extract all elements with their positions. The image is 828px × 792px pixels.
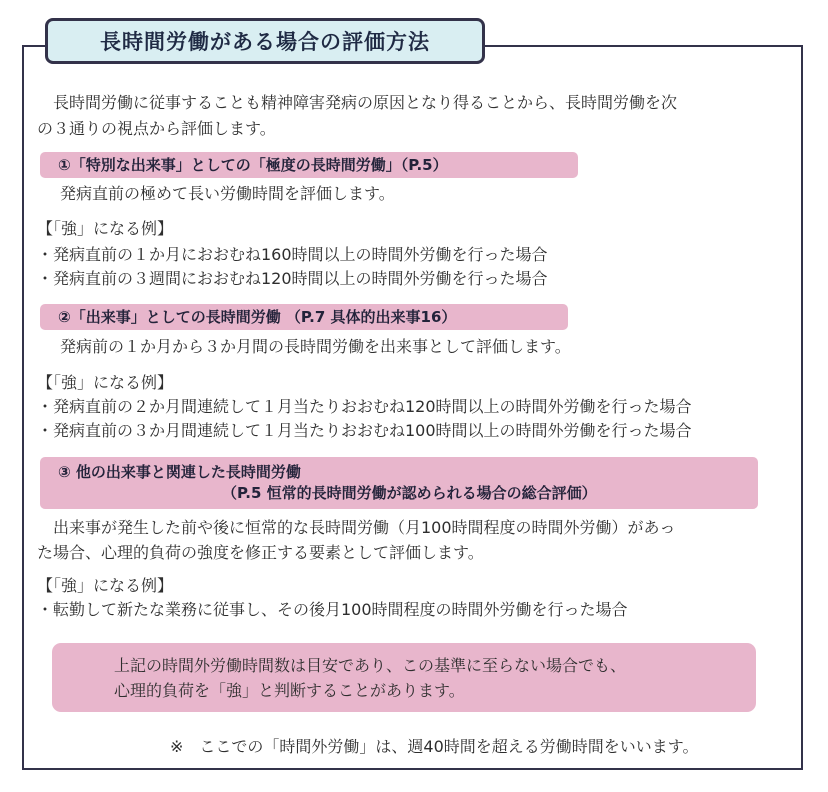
section-3-heading <box>40 457 758 509</box>
page-title: 長時間労働がある場合の評価方法 <box>45 18 485 64</box>
note-box <box>52 643 756 712</box>
section-3-desc-line-2: た場合、心理的負荷の強度を修正する要素として評価します。 <box>37 543 484 562</box>
section-1-desc: 発病直前の極めて長い労働時間を評価します。 <box>60 184 395 203</box>
section-1-examples-label: 【「強」になる例】 <box>37 219 174 238</box>
section-3-heading-line-2: （P.5 恒常的長時間労働が認められる場合の総合評価） <box>222 484 597 502</box>
intro-line-2: の３通りの視点から評価します。 <box>37 119 276 138</box>
section-1-example-1: ・発病直前の１か月におおむね160時間以上の時間外労働を行った場合 <box>37 245 548 264</box>
note-line-2: 心理的負荷を「強」と判断することがあります。 <box>114 681 465 700</box>
footer-note: ※ ここでの「時間外労働」は、週40時間を超える労働時間をいいます。 <box>170 737 699 756</box>
section-2-examples-label: 【「強」になる例】 <box>37 373 174 392</box>
note-line-1: 上記の時間外労働時間数は目安であり、この基準に至らない場合でも、 <box>114 656 627 675</box>
section-2-heading: ②「出来事」としての長時間労働 （P.7 具体的出来事16） <box>40 304 568 330</box>
section-1-example-2: ・発病直前の３週間におおむね120時間以上の時間外労働を行った場合 <box>37 269 548 288</box>
section-2-example-1: ・発病直前の２か月間連続して１月当たりおおむね120時間以上の時間外労働を行った場合 <box>37 397 692 416</box>
section-3-desc-line-1: 出来事が発生した前や後に恒常的な長時間労働（月100時間程度の時間外労働）があっ <box>53 518 676 537</box>
section-2-desc: 発病前の１か月から３か月間の長時間労働を出来事として評価します。 <box>60 337 571 356</box>
section-3-heading-line-1: ③ 他の出来事と関連した長時間労働 <box>58 463 301 481</box>
intro-line-1: 長時間労働に従事することも精神障害発病の原因となり得ることから、長時間労働を次 <box>53 93 678 112</box>
section-3-example-1: ・転勤して新たな業務に従事し、その後月100時間程度の時間外労働を行った場合 <box>37 600 628 619</box>
section-3-examples-label: 【「強」になる例】 <box>37 576 174 595</box>
section-1-heading: ①「特別な出来事」としての「極度の長時間労働」（P.5） <box>40 152 578 178</box>
section-2-example-2: ・発病直前の３か月間連続して１月当たりおおむね100時間以上の時間外労働を行った場合 <box>37 421 692 440</box>
